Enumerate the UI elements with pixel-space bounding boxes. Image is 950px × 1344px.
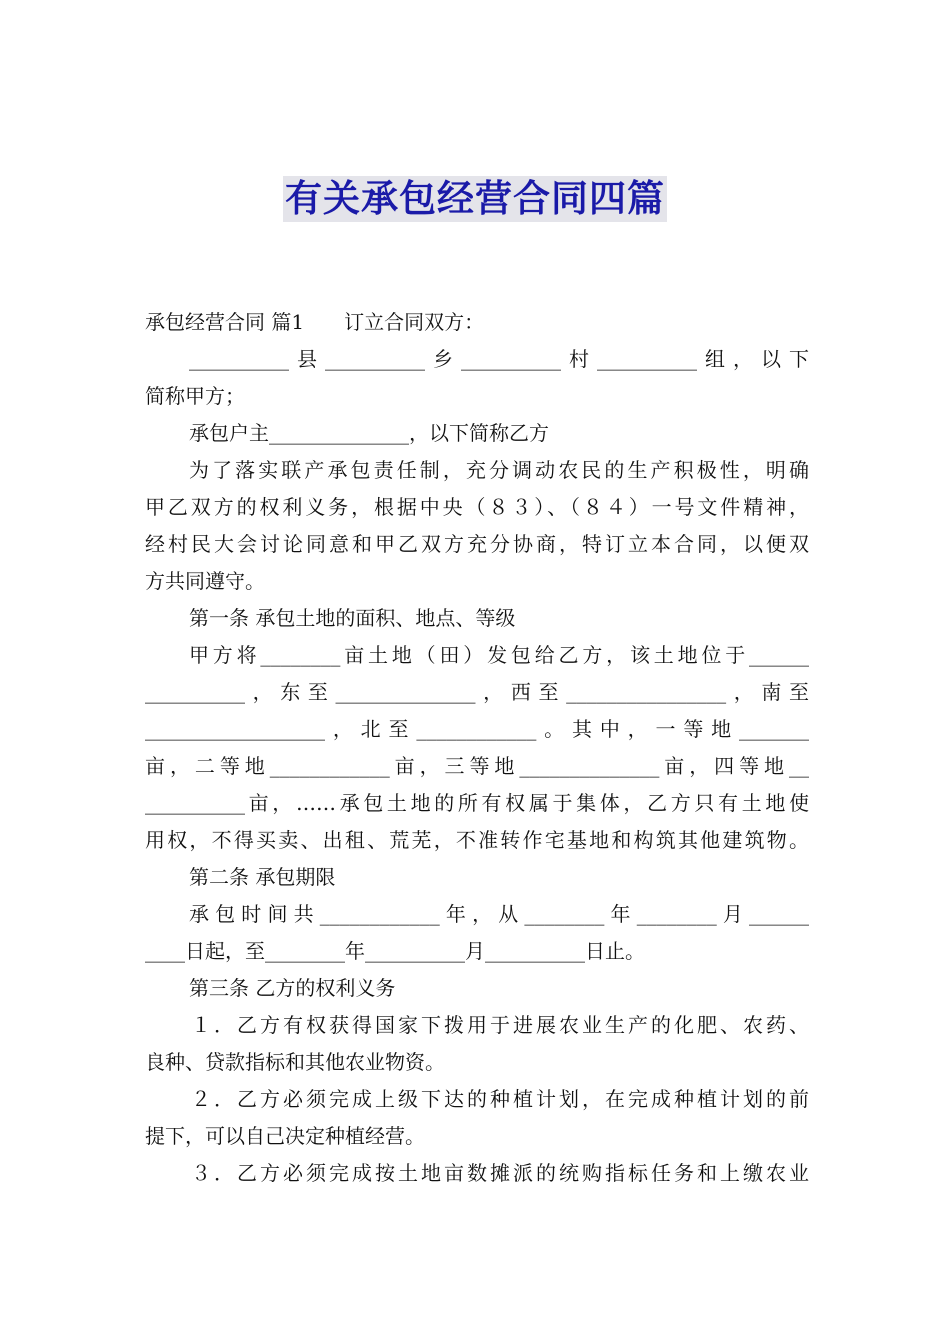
document-title: 有关承包经营合同四篇: [285, 177, 665, 220]
text-line: 承包经营合同 篇1 订立合同双方：: [145, 310, 485, 334]
text-line: １．乙方有权获得国家下拨用于进展农业生产的化肥、农药、: [191, 1013, 809, 1037]
text-line: 甲乙双方的权利义务，根据中央（８３）、（８４）一号文件精神，: [145, 495, 809, 519]
text-line: 良种、贷款指标和其他农业物资。: [145, 1050, 445, 1074]
text-line: 方共同遵守。: [145, 569, 265, 593]
title-wrapper: [0, 176, 950, 222]
text-line: 第二条 承包期限: [189, 865, 336, 889]
text-line: __________亩，……承包土地的所有权属于集体，乙方只有土地使: [145, 791, 809, 815]
text-line: 用权，不得买卖、出租、荒芜，不准转作宅基地和构筑其他建筑物。: [145, 828, 809, 852]
text-line: 承包户主______________，以下简称乙方: [189, 421, 549, 445]
text-line: 第三条 乙方的权利义务: [189, 976, 396, 1000]
text-line: 简称甲方；: [145, 384, 245, 408]
text-line: 提下，可以自己决定种植经营。: [145, 1124, 425, 1148]
text-line: ____日起，至________年__________月__________日止。: [145, 939, 645, 963]
document-body: [145, 304, 809, 1192]
text-line: 第一条 承包土地的面积、地点、等级: [189, 606, 516, 630]
text-line: 亩，二等地____________亩，三等地______________亩，四等地__: [145, 754, 809, 778]
text-line: 甲方将________亩土地（田）发包给乙方，该土地位于______: [189, 643, 809, 667]
text-line: 承包时间共____________年，从________年________月______: [189, 902, 809, 926]
text-line: __________县__________乡__________村__________组，以下: [189, 347, 809, 371]
text-line: 为了落实联产承包责任制，充分调动农民的生产积极性，明确: [189, 458, 809, 482]
text-line: ２．乙方必须完成上级下达的种植计划，在完成种植计划的前: [191, 1087, 809, 1111]
text-line: __________________，北至____________。其中，一等地_______: [145, 717, 809, 741]
text-line: __________，东至______________，西至________________，南至: [145, 680, 809, 704]
text-line: ３．乙方必须完成按土地亩数摊派的统购指标任务和上缴农业: [191, 1161, 809, 1185]
text-line: 经村民大会讨论同意和甲乙双方充分协商，特订立本合同，以便双: [145, 532, 809, 556]
